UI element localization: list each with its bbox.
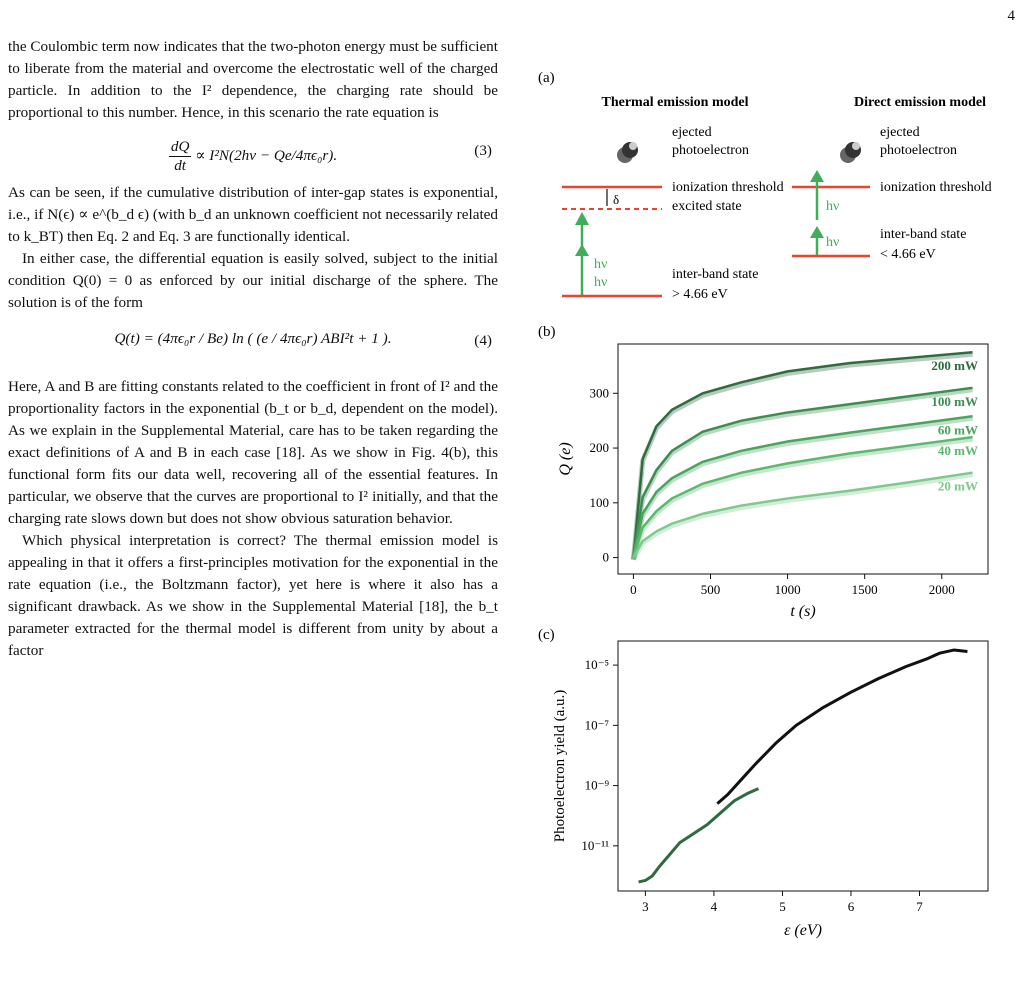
- eq3-rhs: ∝ I²N(2hν − Qe/4πϵ₀r).: [195, 146, 338, 164]
- y-tick-label-c-1: 10⁻⁹: [584, 777, 609, 793]
- equation-3: [8, 124, 498, 182]
- series-b-fit-4: [633, 473, 972, 558]
- x-tick-label-c-3: 6: [847, 899, 855, 914]
- y-axis-label-c: Photoelectron yield (a.u.): [552, 689, 568, 843]
- hv-right-2: hν: [826, 235, 840, 250]
- y-tick-label-b-2: 200: [589, 440, 609, 456]
- series-b-fit-0: [633, 352, 972, 557]
- x-tick-label-c-0: 3: [642, 899, 649, 914]
- ionization-label-left: ionization threshold: [672, 180, 784, 195]
- series-b-fit-2: [633, 416, 972, 557]
- delta-label: δ: [613, 192, 620, 207]
- arrowhead-right-2: [810, 170, 824, 182]
- x-tick-label-c-4: 7: [916, 899, 923, 914]
- series-b-data-0: [633, 354, 972, 559]
- y-tick-label-c-0: 10⁻¹¹: [581, 837, 609, 853]
- hv-left-1: hν: [594, 257, 608, 272]
- hv-right-1: hν: [826, 199, 840, 214]
- x-tick-label-c-1: 4: [710, 899, 718, 914]
- electron-icon-right: [840, 142, 861, 163]
- threshold-label-left: > 4.66 eV: [672, 287, 728, 302]
- chart-c: [530, 623, 1020, 953]
- chart-b-frame: [618, 344, 988, 574]
- paragraph-1: the Coulombic term now indicates that the two-photon energy must be sufficient to liberate from the material and overcome the electrostatic well of the charged particle. In addition to the I² dependence, the charging rate should be proportional to this number. Hence, in this scenario the rate equation is: [8, 38, 498, 121]
- x-tick-label-b-3: 1500: [851, 582, 878, 597]
- eq4-number: (4): [474, 332, 492, 349]
- interband-label-left: inter-band state: [672, 267, 759, 282]
- paragraph-4: Here, A and B are fitting constants related to the coefficient in front of I² and the proportionality factors in the exponential (b_t or b_d, dependent on the model). As we explain in the Supplemental Material, care has to be taken regarding the exact definitions of A and B in each case [18]. As we show in Fig. 4(b), this functional form fits our data well, recovering all of the essential features. In particular, we observe that the curves are proportional to I² initially, and that the charging rate slows down but does not show obvious saturation behavior.: [8, 378, 498, 527]
- y-tick-label-b-0: 0: [602, 549, 609, 565]
- hv-left-2: hν: [594, 275, 608, 290]
- paragraph-2: As can be seen, if the cumulative distribution of inter-gap states is exponential, i.e., if N(ϵ) ∝ e^(b_d ϵ) (with b_d an unknown coefficient not necessarily related to k_BT) then Eq. 2 and Eq. 3 are functionally identical.: [8, 184, 498, 245]
- interband-label-right: inter-band state: [880, 227, 967, 242]
- x-tick-label-b-4: 2000: [928, 582, 955, 597]
- x-tick-label-c-2: 5: [779, 899, 786, 914]
- x-axis-label-c: ε (eV): [784, 922, 822, 939]
- x-tick-label-b-0: 0: [630, 582, 637, 597]
- photoelectron-label-left: photoelectron: [672, 143, 749, 158]
- ejected-label-left: ejected: [672, 125, 712, 140]
- x-tick-label-b-1: 500: [700, 582, 721, 597]
- arrowhead-right-1: [810, 226, 824, 238]
- excited-label: excited state: [672, 199, 742, 214]
- paragraph-5: Which physical interpretation is correct? The thermal emission model is appealing in that it offers a first-principles motivation for the exponential in the rate equation (i.e., the Boltzmann factor), yet here is where it also has a significant drawback. As we show in the Supplemental Material [18], the b_t parameter extracted for the thermal model is different from unity by about a factor: [8, 532, 498, 659]
- y-tick-label-b-1: 100: [589, 494, 609, 510]
- chart-b-label: (b): [538, 324, 556, 340]
- ionization-label-right: ionization threshold: [880, 180, 992, 195]
- photoelectron-label-right: photoelectron: [880, 143, 957, 158]
- series-b-label-0: 200 mW: [931, 358, 978, 374]
- equation-4: [8, 314, 498, 376]
- page-number: 4: [1007, 8, 1015, 24]
- eq3-number: (3): [474, 142, 492, 159]
- x-axis-label-b: t (s): [790, 603, 816, 620]
- arrowhead-left-2: [575, 212, 589, 225]
- ejected-label-right: ejected: [880, 125, 920, 140]
- chart-c-label: (c): [538, 627, 555, 643]
- panel-a-label: (a): [538, 70, 555, 86]
- chart-b: [530, 318, 1020, 623]
- series-c-line-0: [639, 789, 759, 882]
- electron-icon-left: [617, 142, 638, 163]
- y-axis-label-b: Q (e): [557, 442, 574, 476]
- series-b-label-2: 60 mW: [937, 422, 978, 438]
- series-b-label-3: 40 mW: [937, 443, 978, 459]
- panel-a-diagram: [530, 60, 1020, 310]
- eq3-fraction: $\frac{dQ}{dt}$: [170, 138, 190, 174]
- x-tick-label-b-2: 1000: [774, 582, 801, 597]
- direct-title: Direct emission model: [854, 95, 986, 110]
- y-tick-label-b-3: 300: [589, 385, 609, 401]
- eq4-body: Q(t) = (4πϵ₀r / Be) ln ( (e / 4πϵ₀r) ABI²t + 1 ).: [114, 330, 392, 347]
- chart-c-frame: [618, 641, 988, 891]
- thermal-title: Thermal emission model: [601, 95, 749, 110]
- series-c-line-1: [717, 650, 967, 804]
- paragraph-3: In either case, the differential equation is easily solved, subject to the initial condition Q(0) = 0 as enforced by our initial discharge of the sphere. The solution is of the form: [8, 250, 498, 311]
- series-b-label-4: 20 mW: [937, 478, 978, 494]
- series-b-label-1: 100 mW: [931, 393, 978, 409]
- series-b-data-4: [633, 475, 972, 560]
- text-column: [8, 36, 498, 662]
- y-tick-label-c-2: 10⁻⁷: [584, 717, 609, 733]
- threshold-label-right: < 4.66 eV: [880, 247, 936, 262]
- y-tick-label-c-3: 10⁻⁵: [584, 657, 609, 673]
